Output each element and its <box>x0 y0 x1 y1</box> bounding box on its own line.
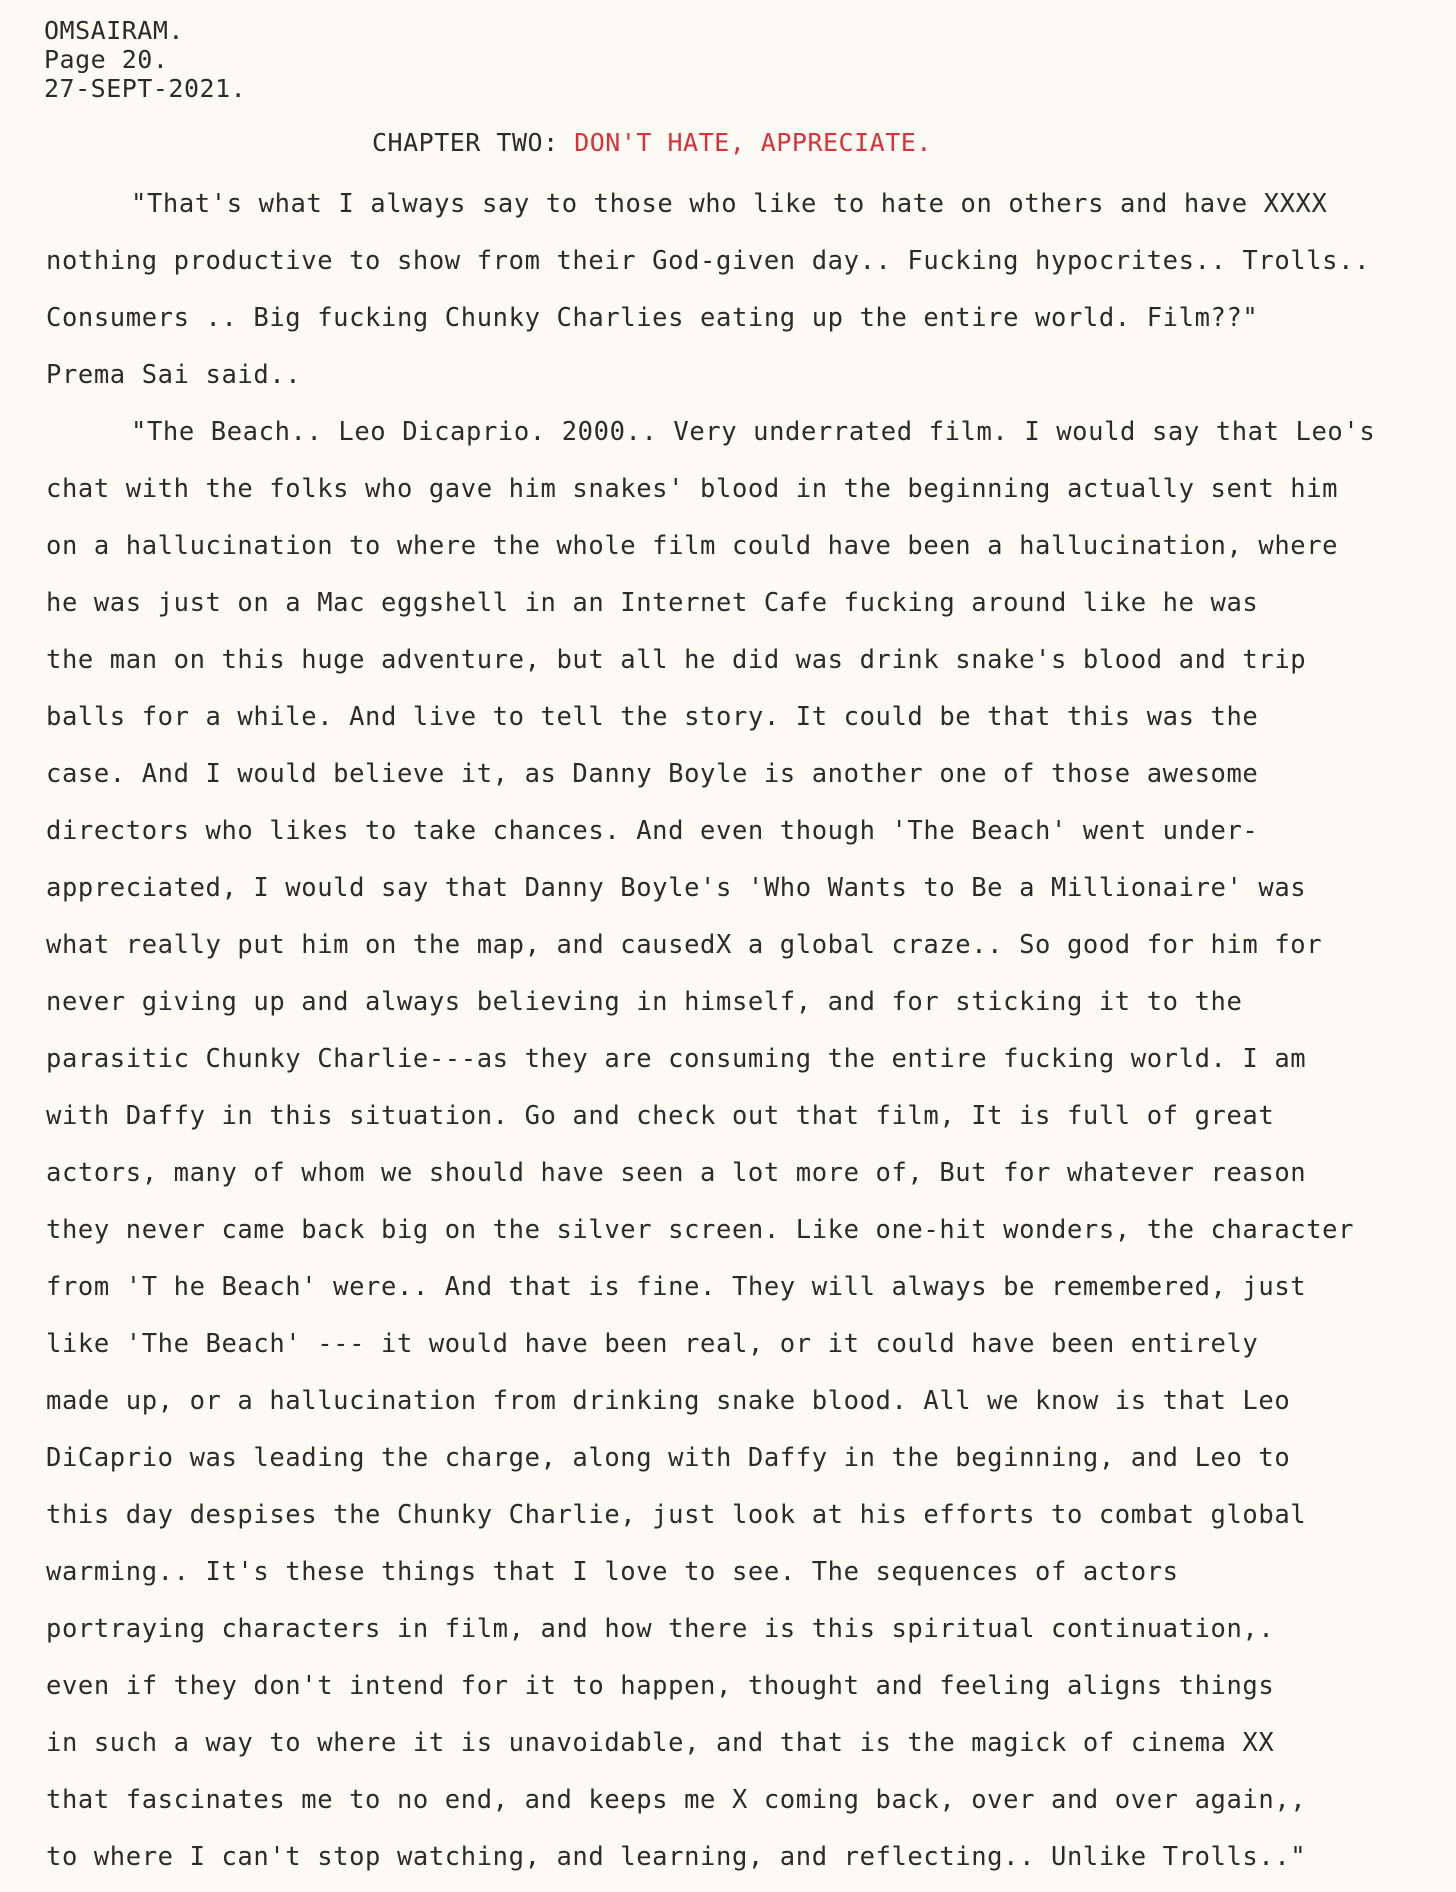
page-number: Page 20. <box>44 45 169 74</box>
text-line: nothing productive to show from their God-given day.. Fucking hypocrites.. Trolls.. <box>46 246 1371 276</box>
text-line: made up, or a hallucination from drinking snake blood. All we know is that Leo <box>46 1386 1291 1416</box>
text-line: in such a way to where it is unavoidable, and that is the magick of cinema XX <box>46 1728 1275 1758</box>
text-line: Consumers .. Big fucking Chunky Charlies eating up the entire world. Film??" <box>46 303 1259 333</box>
text-line: that fascinates me to no end, and keeps me X coming back, over and over again,, <box>46 1785 1307 1815</box>
text-line: they never came back big on the silver screen. Like one-hit wonders, the character <box>46 1215 1355 1245</box>
text-line: "That's what I always say to those who like to hate on others and have XXXX <box>131 189 1328 219</box>
text-line: portraying characters in film, and how there is this spiritual continuation,. <box>46 1614 1275 1644</box>
text-line: appreciated, I would say that Danny Boyle's 'Who Wants to Be a Millionaire' was <box>46 873 1307 903</box>
text-line: parasitic Chunky Charlie---as they are consuming the entire fucking world. I am <box>46 1044 1307 1074</box>
text-line: on a hallucination to where the whole film could have been a hallucination, where <box>46 531 1339 561</box>
text-line: he was just on a Mac eggshell in an Internet Cafe fucking around like he was <box>46 588 1259 618</box>
header-title: OMSAIRAM. <box>44 16 184 45</box>
chapter-heading <box>372 128 932 158</box>
text-line: Prema Sai said.. <box>46 360 302 390</box>
text-line: the man on this huge adventure, but all he did was drink snake's blood and trip <box>46 645 1307 675</box>
text-line: actors, many of whom we should have seen a lot more of, But for whatever reason <box>46 1158 1307 1188</box>
text-line: case. And I would believe it, as Danny Boyle is another one of those awesome <box>46 759 1259 789</box>
text-line: chat with the folks who gave him snakes' blood in the beginning actually sent him <box>46 474 1339 504</box>
text-line: "The Beach.. Leo Dicaprio. 2000.. Very underrated film. I would say that Leo's <box>131 417 1376 447</box>
page-header <box>44 16 246 103</box>
chapter-title: DON'T HATE, APPRECIATE. <box>574 128 932 157</box>
text-line: like 'The Beach' --- it would have been real, or it could have been entirely <box>46 1329 1259 1359</box>
body-text <box>46 182 1446 1892</box>
text-line: to where I can't stop watching, and learning, and reflecting.. Unlike Trolls.." <box>46 1842 1307 1872</box>
text-line: never giving up and always believing in himself, and for sticking it to the <box>46 987 1243 1017</box>
text-line: with Daffy in this situation. Go and check out that film, It is full of great <box>46 1101 1275 1131</box>
text-line: this day despises the Chunky Charlie, just look at his efforts to combat global <box>46 1500 1307 1530</box>
text-line: DiCaprio was leading the charge, along with Daffy in the beginning, and Leo to <box>46 1443 1291 1473</box>
text-line: even if they don't intend for it to happen, thought and feeling aligns things <box>46 1671 1275 1701</box>
text-line: warming.. It's these things that I love to see. The sequences of actors <box>46 1557 1179 1587</box>
text-line: directors who likes to take chances. And even though 'The Beach' went under- <box>46 816 1259 846</box>
page-date: 27-SEPT-2021. <box>44 74 247 103</box>
chapter-label: CHAPTER TWO: <box>372 128 559 157</box>
text-line: from 'T he Beach' were.. And that is fine. They will always be remembered, just <box>46 1272 1307 1302</box>
text-line: what really put him on the map, and causedX a global craze.. So good for him for <box>46 930 1323 960</box>
text-line: balls for a while. And live to tell the story. It could be that this was the <box>46 702 1259 732</box>
